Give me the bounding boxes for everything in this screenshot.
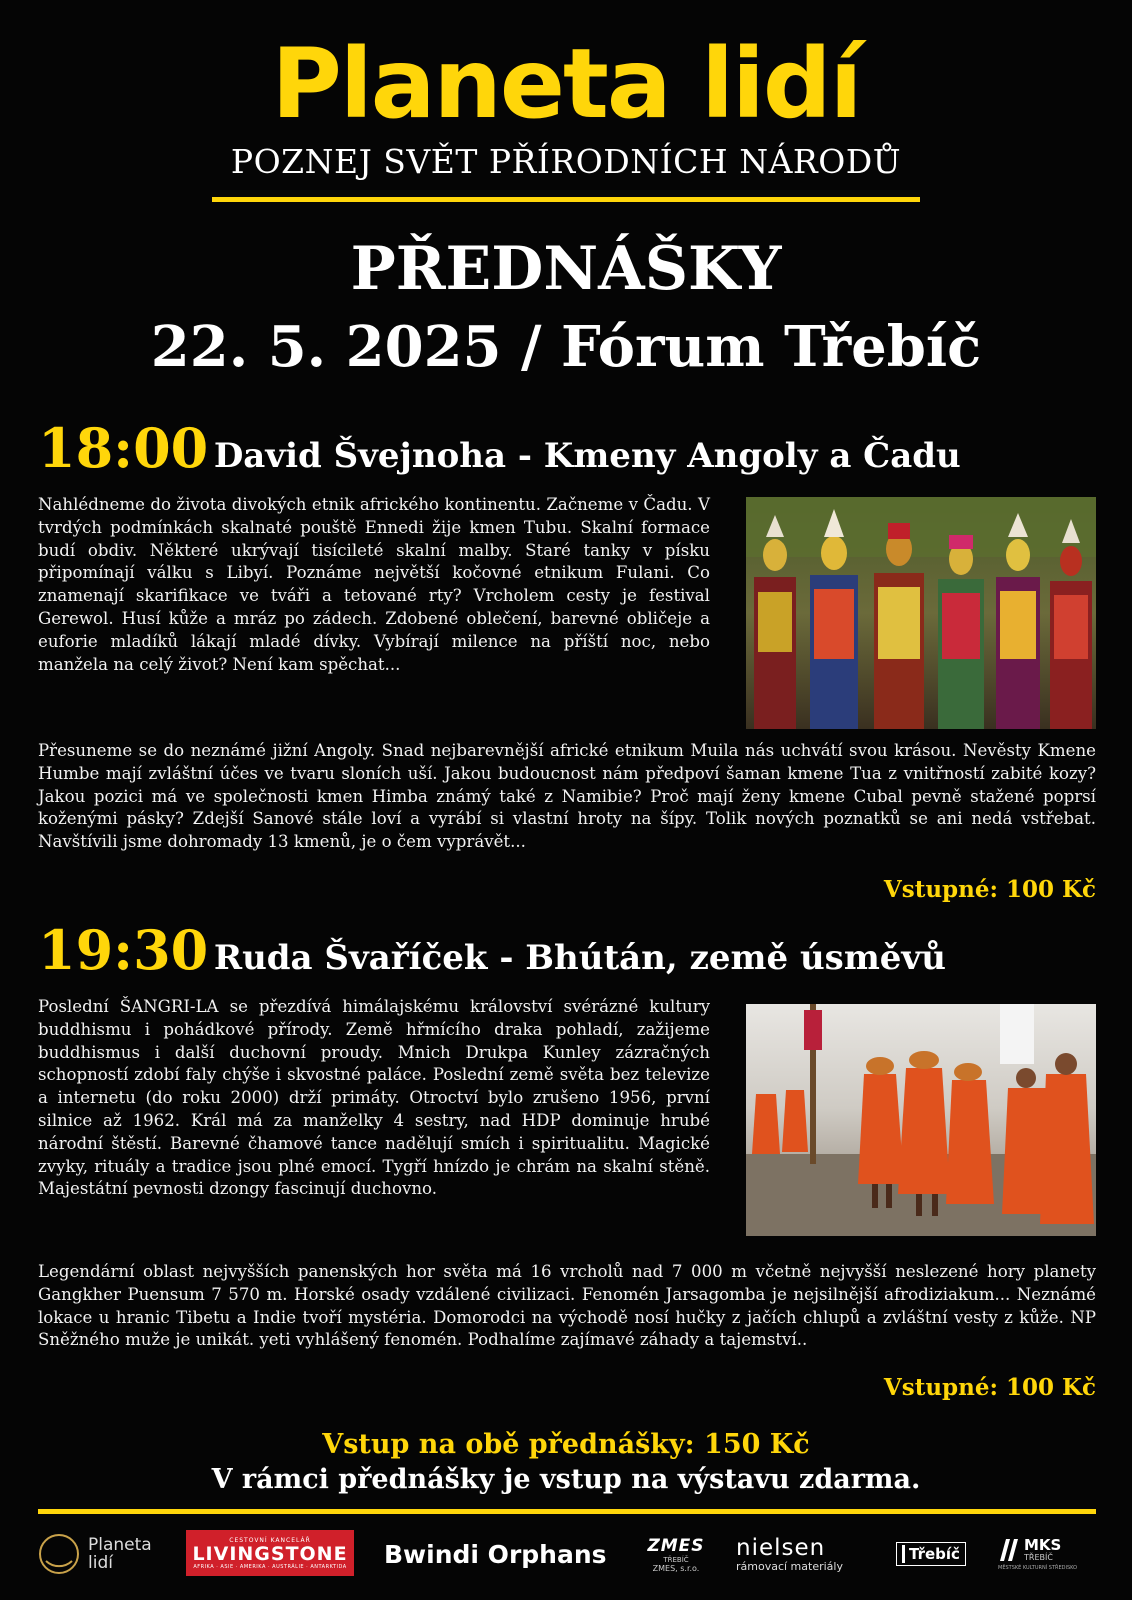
livingstone-logo <box>186 1530 354 1576</box>
livingstone-bottom-text: AFRIKA · ASIE · AMERIKA · AUSTRÁLIE · ANTARKTIDA <box>193 1563 347 1570</box>
event-heading: PŘEDNÁŠKY <box>350 234 782 304</box>
divider-bottom <box>38 1509 1096 1514</box>
bwindi-text: Bwindi Orphans <box>384 1539 607 1569</box>
planeta-logo-line2: lidí <box>88 1553 113 1573</box>
lecture-2-paragraph-1: Poslední ŠANGRI-LA se přezdívá himálajskému království svérázné kultury buddhismu i pohádkové přírody. Země hřmícího draka pohladí, zažijeme buddhismus i další duchovní proudy. Mnich Drukpa Kunley zázračných schopností zdobí faly chýše i skvostné paláce. Poslední země světa bez televize a internetu (do roku 2000) drží primáty. Otroctví bylo zrušeno 1956, první silnice až 1962. Král má za manželky 4 sestry, nad HDP dominuje hrubé národní štěstí. Barevné čhamové tance nadělují smích i spiritualitu. Magické zvyky, rituály a tradice jsou plné emocí. Tygří hnízdo je chrám na skalní stěně. Majestátní pevnosti dzongy fascinují duchovno. <box>38 997 710 1199</box>
planet-icon <box>36 1531 82 1577</box>
nielsen-logo <box>736 1524 856 1584</box>
trebic-logo <box>896 1524 976 1584</box>
nielsen-subtext: rámovací materiály <box>736 1559 843 1573</box>
sponsor-logos <box>36 1524 1096 1584</box>
mks-mark-icon <box>998 1537 1020 1563</box>
lecture-1-time: 18:00 <box>38 416 209 480</box>
lecture-2-time: 19:30 <box>38 918 209 982</box>
lecture-1-paragraph-1: Nahlédneme do života divokých etnik afrického kontinentu. Začneme v Čadu. V tvrdých podmínkách skalnaté pouště Ennedi žije kmen Tubu. Skalní formace budí obdiv. Některé ukrývají tisícileté skalní malby. Staré tanky v písku připomínají válku s Libyí. Poznáme největší kočovné etnikum Fulani. Co znamenají skarifikace ve tváři a tetované rty? Vrcholem cesty je festival Gerewol. Husí kůže a mráz po zádech. Zdobené oblečení, barevné obličeje a euforie mladíků lákají mladé dívky. Vybírají milence na příští noc, nebo manžela na celý život? Není kam spěchat... <box>38 495 710 674</box>
mks-subtext: MĚSTSKÉ KULTURNÍ STŘEDISKO <box>998 1565 1078 1571</box>
planeta-logo-line1: Planeta <box>88 1535 152 1555</box>
lecture-2-heading <box>38 915 946 999</box>
zmes-text: ZMES <box>647 1535 705 1556</box>
combined-price: Vstup na obě přednášky: 150 Kč <box>322 1429 810 1460</box>
trebic-mark-icon <box>902 1545 905 1563</box>
lecture-1-paragraph-2: Přesuneme se do neznámé jižní Angoly. Snad nejbarevnější africké etnikum Muila nás uchvátí svou krásou. Nevěsty Kmene Humbe mají zvláštní účes ve tvaru sloních uší. Jakou budoucnost nám předpoví šaman kmene Tua z vnitřností zabité kozy? Jakou pozici má ve společnosti kmen Himba známý také z Namibie? Proč mají ženy kmene Cubal pevně stažené poprsí koženými pásky? Zdejší Sanové stále loví a vyrábí si vlastní hroty na šípy. Tolik nových poznatků se ani nedá vstřebat. Navštívili jsme dohromady 13 kmenů, je o čem vyprávět... <box>38 741 1096 852</box>
zmes-subtext: ZMES, s.r.o. <box>652 1563 700 1573</box>
lecture-2-paragraph-2: Legendární oblast nejvyšších panenských hor světa má 16 vrcholů nad 7 000 m včetně nejvyšší neslezené hory planety Gangkher Puensum 7 570 m. Horské osady vzdálené civilizaci. Fenomén Jarsagomba je nejsilnější afrodiziakum... Neznámé lokace u hranic Tibetu a Indie tvoří mystéria. Domorodci na východě nosí hučky z jačích chlupů a zvláštní vesty z kůže. NP Sněžného muže je unikát. yeti vyhlášený fenomén. Podhalíme zajímavé záhady a tajemství.. <box>38 1262 1096 1350</box>
planeta-lidi-logo <box>36 1524 166 1584</box>
brand-title: Planeta lidí <box>271 28 861 140</box>
livingstone-top-text: CESTOVNÍ KANCELÁŘ <box>229 1536 311 1544</box>
lecture-1-heading <box>38 413 961 497</box>
lecture-2-price: Vstupné: 100 Kč <box>883 1374 1096 1401</box>
brand-tagline: POZNEJ SVĚT PŘÍRODNÍCH NÁRODŮ <box>230 142 902 181</box>
lecture-1-price: Vstupné: 100 Kč <box>883 876 1096 903</box>
tribal-dancers-photo <box>746 497 1096 729</box>
livingstone-text: LIVINGSTONE <box>192 1542 348 1565</box>
lecture-1-title: David Švejnoha - Kmeny Angoly a Čadu <box>213 436 961 476</box>
nielsen-text: nielsen <box>736 1534 826 1561</box>
zmes-town: TŘEBÍČ <box>663 1555 689 1564</box>
trebic-text: Třebíč <box>909 1545 960 1563</box>
divider-top <box>212 197 920 202</box>
mks-text: MKS <box>1024 1536 1062 1554</box>
free-exhibition-note: V rámci přednášky je vstup na výstavu zdarma. <box>211 1464 921 1495</box>
zmes-logo <box>640 1524 712 1584</box>
monks-procession-photo <box>746 1004 1096 1236</box>
lecture-2-title: Ruda Švaříček - Bhútán, země úsměvů <box>213 938 946 978</box>
mks-town: TŘEBÍČ <box>1024 1553 1053 1562</box>
bwindi-orphans-logo <box>384 1524 620 1584</box>
mks-trebic-logo <box>998 1524 1096 1584</box>
event-date-place: 22. 5. 2025 / Fórum Třebíč <box>150 314 982 380</box>
